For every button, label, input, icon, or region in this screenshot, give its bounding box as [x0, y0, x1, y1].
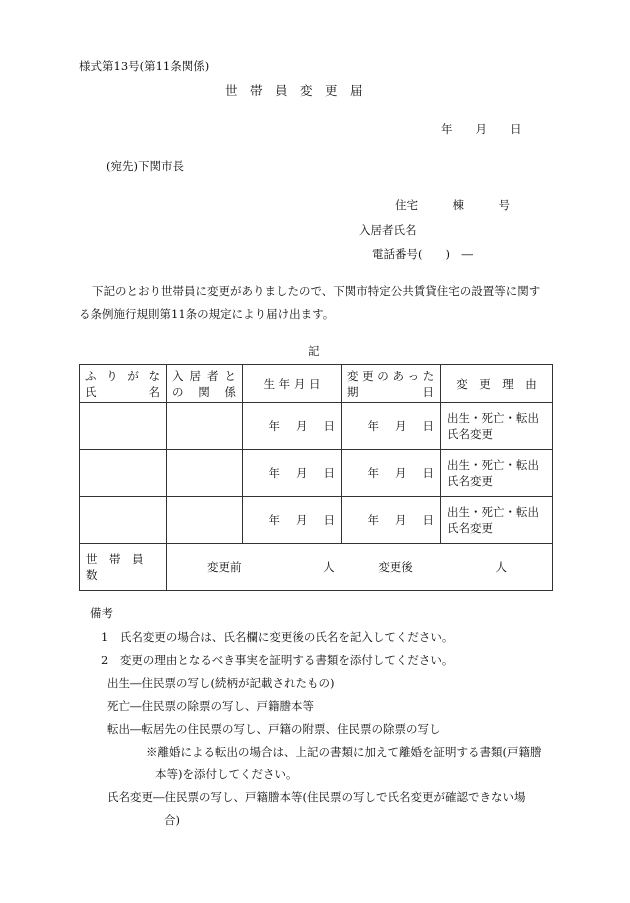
relation-char: の — [172, 384, 184, 399]
relation-input-cell[interactable] — [167, 497, 243, 544]
after-label: 変更後 — [378, 560, 413, 574]
birthdate-cell[interactable]: 年 月 日 — [243, 403, 342, 450]
change-date-char: 日 — [422, 384, 434, 399]
household-count-values[interactable] — [167, 544, 553, 591]
birthdate-cell[interactable]: 年 月 日 — [243, 450, 342, 497]
table-row — [80, 450, 553, 497]
change-date-top: 変 更 の あ っ た — [347, 368, 435, 383]
reason-cell[interactable]: 出生・死亡・転出 氏名変更 — [441, 497, 553, 544]
reason-cell[interactable]: 出生・死亡・転出 氏名変更 — [441, 450, 553, 497]
change-date-char: 期 — [347, 384, 359, 399]
household-count-label: 世 帯 員 数 — [80, 544, 167, 591]
birthdate-cell[interactable]: 年 月 日 — [243, 497, 342, 544]
relation-input-cell[interactable] — [167, 450, 243, 497]
page-title: 世 帯 員 変 更 届 — [225, 83, 363, 98]
header-reason-cell: 変 更 理 由 — [441, 365, 553, 403]
name-char: 名 — [148, 384, 160, 399]
note-marriage-line-1: ※離婚による転出の場合は、上記の書類に加えて離婚を証明する書類(戸籍謄 — [146, 745, 542, 759]
date-line: 年 月 日 — [441, 122, 522, 136]
before-unit: 人 — [323, 560, 335, 574]
occupant-name-label: 入居者氏名 — [359, 223, 417, 237]
relation-char: 係 — [224, 384, 236, 399]
notes-heading: 備考 — [90, 606, 113, 620]
household-count-row — [80, 544, 553, 591]
relation-char: 関 — [198, 384, 210, 399]
note-namechange-line-2: 合) — [164, 813, 180, 827]
addressee: (宛先)下関市長 — [106, 159, 184, 173]
furigana-char: ふ — [85, 368, 97, 383]
header-name-cell — [80, 365, 167, 403]
table-row — [80, 497, 553, 544]
body-text-line-2: る条例施行規則第11条の規定により届け出ます。 — [79, 307, 335, 321]
after-unit: 人 — [495, 560, 507, 574]
relation-char: 者 — [207, 368, 219, 383]
residence-line: 住宅 棟 号 — [395, 198, 510, 212]
body-text-line-1: 下記のとおり世帯員に変更がありましたので、下関市特定公共賃貸住宅の設置等に関す — [92, 284, 541, 298]
change-date-cell[interactable]: 年 月 日 — [342, 450, 441, 497]
note-birth: 出生―住民票の写し(続柄が記載されたもの) — [107, 676, 335, 690]
note-item-2: 2 変更の理由となるべき事実を証明する書類を添付してください。 — [101, 653, 454, 667]
furigana-char: な — [148, 368, 160, 383]
ki-heading: 記 — [308, 344, 320, 358]
note-namechange-line-1: 氏名変更―住民票の写し、戸籍謄本等(住民票の写しで氏名変更が確認できない場 — [107, 790, 526, 804]
note-marriage-line-2: 本等)を添付してください。 — [155, 767, 298, 781]
change-date-cell[interactable]: 年 月 日 — [342, 497, 441, 544]
relation-char: 入 — [172, 368, 184, 383]
name-char: 氏 — [85, 384, 97, 399]
form-number: 様式第13号(第11条関係) — [79, 59, 210, 73]
name-input-cell[interactable] — [80, 450, 167, 497]
note-moveout: 転出―転居先の住民票の写し、戸籍の附票、住民票の除票の写し — [107, 722, 441, 736]
furigana-char: り — [106, 368, 118, 383]
before-label: 変更前 — [207, 560, 242, 574]
relation-char: 居 — [189, 368, 201, 383]
header-change-date-cell — [342, 365, 441, 403]
table-row — [80, 403, 553, 450]
header-birthdate-cell: 生 年 月 日 — [243, 365, 342, 403]
change-date-cell[interactable]: 年 月 日 — [342, 403, 441, 450]
note-item-1: 1 氏名変更の場合は、氏名欄に変更後の氏名を記入してください。 — [101, 630, 454, 644]
table-header-row — [80, 365, 553, 403]
relation-char: と — [224, 368, 236, 383]
relation-input-cell[interactable] — [167, 403, 243, 450]
header-relation-cell — [167, 365, 243, 403]
note-death: 死亡―住民票の除票の写し、戸籍謄本等 — [107, 699, 314, 713]
furigana-char: が — [127, 368, 139, 383]
phone-line: 電話番号( ) ― — [372, 247, 473, 261]
reason-cell[interactable]: 出生・死亡・転出 氏名変更 — [441, 403, 553, 450]
member-change-table — [79, 364, 553, 591]
name-input-cell[interactable] — [80, 403, 167, 450]
name-input-cell[interactable] — [80, 497, 167, 544]
